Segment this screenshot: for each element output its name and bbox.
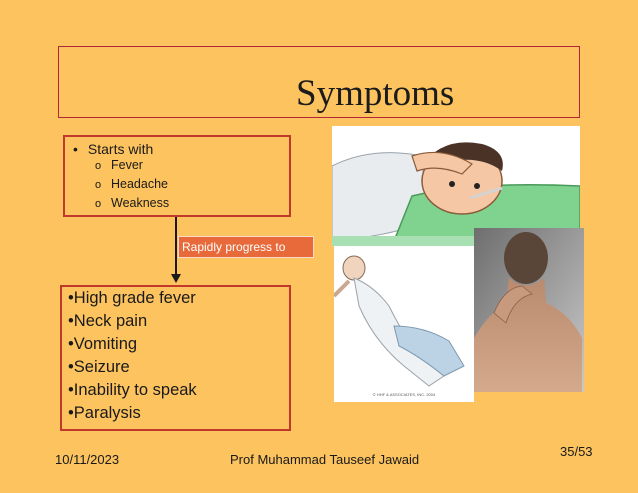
slide-title: Symptoms — [296, 73, 455, 114]
symptom-label: Fever — [111, 158, 143, 172]
slide-page-number: 35/53 — [560, 444, 593, 459]
symptom-label: Headache — [111, 177, 168, 191]
symptom-fever — [95, 158, 143, 172]
sub-bullet-marker: o — [95, 179, 102, 191]
image-copyright-mark: © HHF & ASSOCIATES, INC. 2004 — [372, 392, 436, 397]
sub-bullet-marker: o — [95, 198, 102, 210]
neck-pain-illustration — [474, 228, 584, 392]
sub-bullet-marker: o — [95, 160, 102, 172]
severe-symptom-item: •Vomiting — [68, 335, 138, 353]
neck-pain-image — [474, 228, 584, 392]
severe-symptoms-box — [60, 285, 291, 431]
initial-symptoms-heading — [73, 141, 153, 157]
collapsed-person-illustration — [334, 246, 474, 402]
severe-symptom-item: •Neck pain — [68, 312, 148, 330]
severe-symptom-item: •Seizure — [68, 358, 130, 376]
arrow-down-icon — [171, 274, 181, 283]
progression-label: Rapidly progress to — [178, 236, 314, 258]
severe-symptom-item: •High grade fever — [68, 289, 196, 307]
symptom-weakness — [95, 196, 169, 210]
symptom-label: Weakness — [111, 196, 170, 210]
footer-date: 10/11/2023 — [55, 452, 120, 467]
initial-symptoms-box — [63, 135, 291, 217]
footer-author: Prof Muhammad Tauseef Jawaid — [230, 452, 420, 467]
bullet-marker: • — [73, 141, 78, 157]
severe-symptom-item: •Paralysis — [68, 404, 141, 422]
progression-arrow-line — [175, 217, 177, 275]
symptom-headache — [95, 177, 168, 191]
severe-symptom-item: •Inability to speak — [68, 381, 197, 399]
collapsed-person-image — [334, 246, 474, 402]
starts-with-label: Starts with — [87, 141, 154, 157]
